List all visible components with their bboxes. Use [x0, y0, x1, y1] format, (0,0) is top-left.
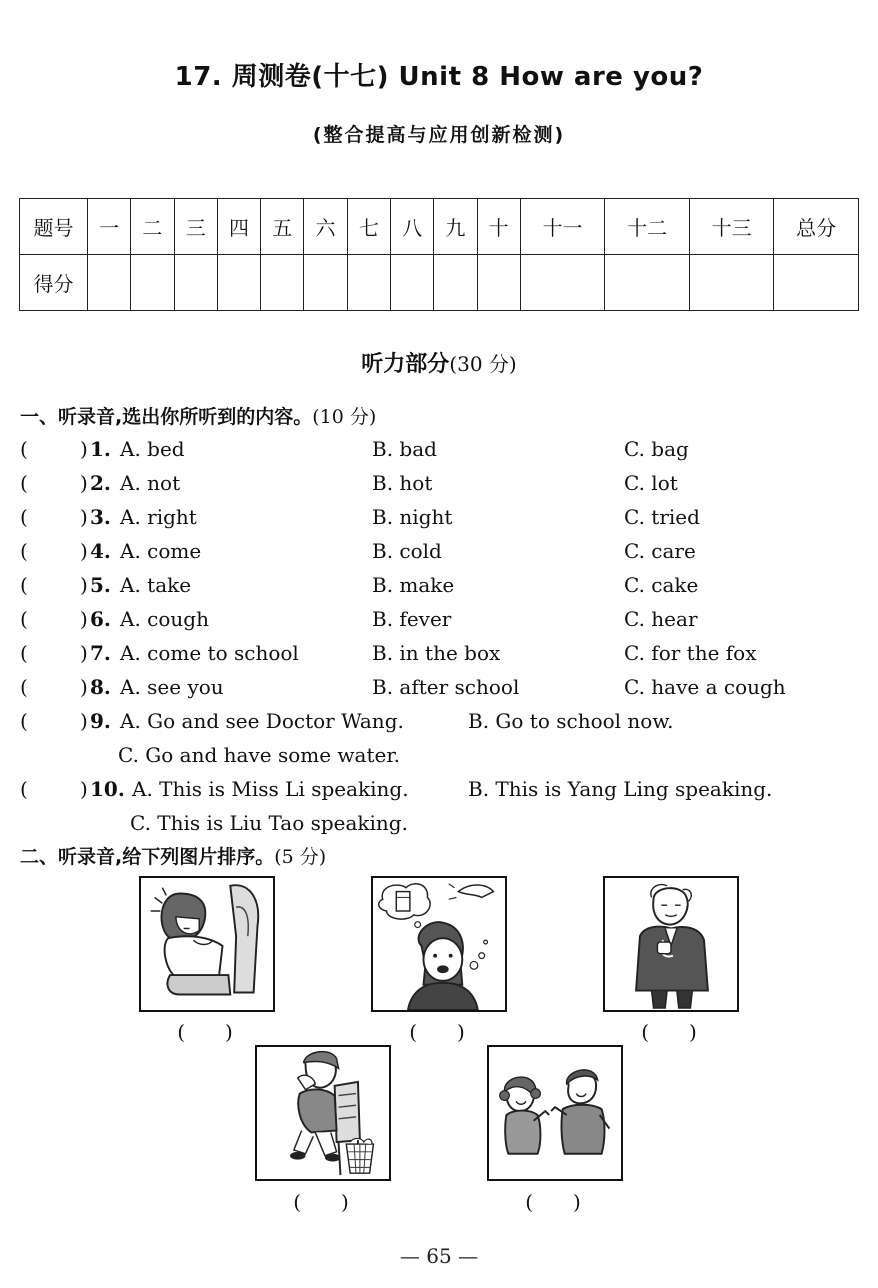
score-input-cell[interactable]: [774, 255, 859, 311]
option-a: A. Go and see Doctor Wang.: [120, 709, 404, 733]
score-header-cell: 三: [174, 199, 217, 255]
score-header-cell: 六: [304, 199, 347, 255]
score-input-cell[interactable]: [174, 255, 217, 311]
answer-paren-close: ): [80, 573, 88, 597]
question-number: 1.: [90, 437, 111, 461]
two-children-talking-icon: [487, 1045, 623, 1181]
question-9: [20, 706, 820, 736]
listening-heading: [0, 347, 878, 378]
part2-title: [20, 842, 326, 869]
answer-paren-close: ): [80, 675, 88, 699]
score-input-cell[interactable]: [689, 255, 774, 311]
question-number: 7.: [90, 641, 111, 665]
option-a: A. bed: [120, 437, 185, 461]
part1-title-text: 一、听录音,选出你所听到的内容。: [20, 406, 313, 428]
answer-paren-open[interactable]: (: [20, 573, 28, 597]
girl-thinking-of-water-icon: [371, 876, 507, 1012]
question-7: [20, 638, 800, 668]
question-number: 9.: [90, 709, 111, 733]
question-4: [20, 536, 800, 566]
option-c: C. care: [624, 539, 696, 563]
answer-paren-open[interactable]: (: [20, 471, 28, 495]
answer-paren-close: ): [80, 709, 88, 733]
score-header-cell: 十一: [520, 199, 605, 255]
picture-1-answer-blank[interactable]: ( ): [177, 1020, 233, 1044]
part2-title-text: 二、听录音,给下列图片排序。: [20, 846, 275, 868]
option-c: C. have a cough: [624, 675, 786, 699]
answer-paren-close: ): [80, 505, 88, 529]
option-c: C. This is Liu Tao speaking.: [130, 811, 408, 835]
page-title: 17. 周测卷(十七) Unit 8 How are you?: [174, 62, 704, 92]
option-a: A. not: [120, 471, 181, 495]
score-table: [19, 198, 859, 311]
score-input-cell[interactable]: [605, 255, 690, 311]
answer-paren-close: ): [80, 641, 88, 665]
option-a: A. come to school: [120, 641, 299, 665]
score-header-cell: 八: [390, 199, 433, 255]
option-a: A. This is Miss Li speaking.: [132, 777, 409, 801]
page-subtitle: (整合提高与应用创新检测): [312, 124, 566, 146]
question-number: 4.: [90, 539, 111, 563]
score-input-cell[interactable]: [131, 255, 174, 311]
answer-paren-open[interactable]: (: [20, 505, 28, 529]
option-b: B. night: [372, 505, 453, 529]
score-label-cell: 得分: [20, 255, 88, 311]
question-5: [20, 570, 800, 600]
score-input-cell[interactable]: [434, 255, 477, 311]
option-b: B. after school: [372, 675, 520, 699]
question-number: 5.: [90, 573, 111, 597]
option-b: B. bad: [372, 437, 437, 461]
question-3: [20, 502, 800, 532]
score-input-cell[interactable]: [304, 255, 347, 311]
listening-heading-text: 听力部分: [361, 352, 450, 377]
option-b: B. fever: [372, 607, 452, 631]
option-b: B. in the box: [372, 641, 501, 665]
tired-girl-on-sofa-icon: [139, 876, 275, 1012]
option-c: C. cake: [624, 573, 699, 597]
question-1: [20, 434, 800, 464]
question-number: 3.: [90, 505, 111, 529]
question-10: [20, 774, 840, 804]
answer-paren-close: ): [80, 539, 88, 563]
score-input-cell[interactable]: [477, 255, 520, 311]
option-c: C. Go and have some water.: [118, 743, 401, 767]
question-2: [20, 468, 800, 498]
option-b: B. This is Yang Ling speaking.: [468, 777, 773, 801]
answer-paren-open[interactable]: (: [20, 539, 28, 563]
score-header-cell: 四: [217, 199, 260, 255]
answer-paren-close: ): [80, 777, 88, 801]
score-header-cell: 二: [131, 199, 174, 255]
score-header-cell: 题号: [20, 199, 88, 255]
part1-title: [20, 402, 376, 429]
score-header-cell: 五: [261, 199, 304, 255]
score-input-cell[interactable]: [261, 255, 304, 311]
part1-points: (10 分): [312, 406, 377, 428]
score-header-cell: 十三: [689, 199, 774, 255]
score-header-cell: 十: [477, 199, 520, 255]
question-6: [20, 604, 800, 634]
score-header-cell: 总分: [774, 199, 859, 255]
score-header-cell: 一: [88, 199, 131, 255]
option-c: C. bag: [624, 437, 689, 461]
answer-paren-open[interactable]: (: [20, 641, 28, 665]
answer-paren-close: ): [80, 437, 88, 461]
option-a: A. come: [120, 539, 202, 563]
option-b: B. Go to school now.: [468, 709, 674, 733]
option-b: B. hot: [372, 471, 433, 495]
listening-points: (30 分): [449, 352, 517, 376]
option-c: C. for the fox: [624, 641, 757, 665]
picture-3-answer-blank[interactable]: ( ): [641, 1020, 697, 1044]
part2-points: (5 分): [274, 846, 327, 868]
score-input-cell[interactable]: [520, 255, 605, 311]
question-10-continued: [20, 808, 840, 838]
page-number: — 65 —: [399, 1244, 479, 1268]
picture-4-answer-blank[interactable]: ( ): [293, 1190, 349, 1214]
score-input-cell[interactable]: [88, 255, 131, 311]
option-a: A. take: [120, 573, 192, 597]
answer-paren-close: ): [80, 471, 88, 495]
option-a: A. right: [120, 505, 197, 529]
option-c: C. hear: [624, 607, 698, 631]
question-number: 8.: [90, 675, 111, 699]
option-b: B. cold: [372, 539, 442, 563]
score-header-cell: 十二: [605, 199, 690, 255]
option-a: A. cough: [120, 607, 209, 631]
answer-paren-open[interactable]: (: [20, 709, 28, 733]
option-a: A. see you: [120, 675, 224, 699]
answer-paren-open[interactable]: (: [20, 675, 28, 699]
question-9-continued: [20, 740, 820, 770]
question-number: 2.: [90, 471, 111, 495]
option-b: B. make: [372, 573, 455, 597]
score-header-cell: 九: [434, 199, 477, 255]
score-table-score-row: [20, 255, 859, 311]
score-input-cell[interactable]: [390, 255, 433, 311]
option-c: C. tried: [624, 505, 700, 529]
question-number: 10.: [90, 777, 125, 801]
picture-2-answer-blank[interactable]: ( ): [409, 1020, 465, 1044]
question-8: [20, 672, 800, 702]
score-header-cell: 七: [347, 199, 390, 255]
score-input-cell[interactable]: [217, 255, 260, 311]
option-c: C. lot: [624, 471, 678, 495]
answer-paren-close: ): [80, 607, 88, 631]
answer-paren-open[interactable]: (: [20, 777, 28, 801]
answer-paren-open[interactable]: (: [20, 437, 28, 461]
score-table-header-row: [20, 199, 859, 255]
answer-paren-open[interactable]: (: [20, 607, 28, 631]
picture-5-answer-blank[interactable]: ( ): [525, 1190, 581, 1214]
question-number: 6.: [90, 607, 111, 631]
girl-sneezing-in-chair-icon: [255, 1045, 391, 1181]
old-man-with-cold-icon: [603, 876, 739, 1012]
score-input-cell[interactable]: [347, 255, 390, 311]
